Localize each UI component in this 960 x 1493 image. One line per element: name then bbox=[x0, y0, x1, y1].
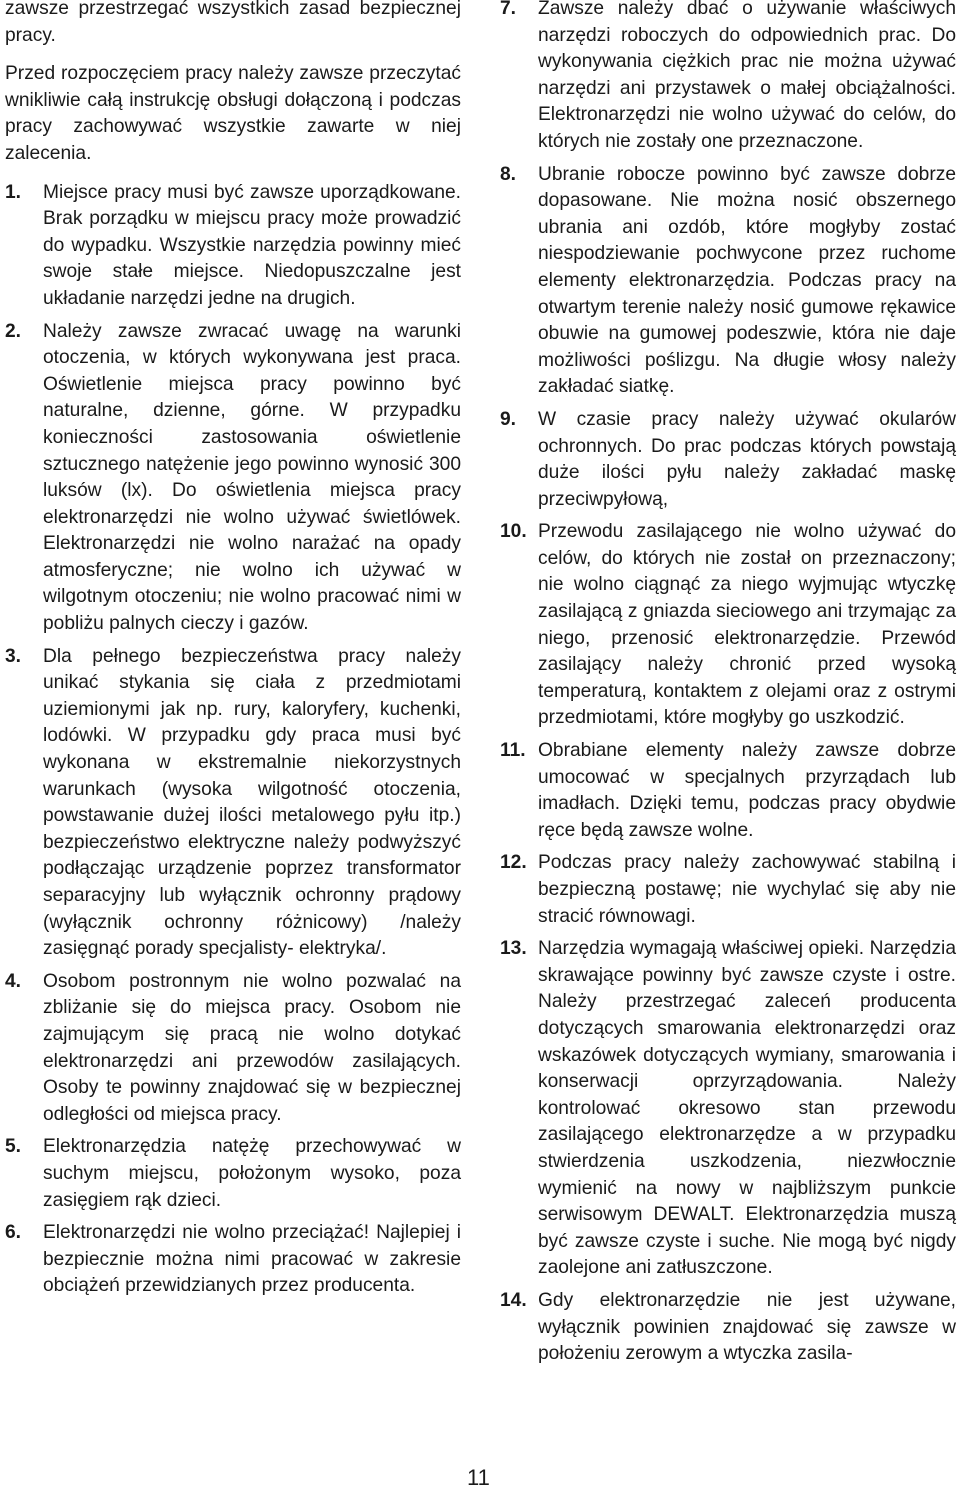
safety-rule-7 bbox=[500, 0, 956, 156]
right-column bbox=[500, 0, 956, 1374]
rule-text: Dla pełnego bezpieczeństwa pracy należy unikać stykania się ciała z przedmiotami uziemionymi jak np. rury, kaloryfery, kuchenki, lodówki. W przypadku gdy praca musi być wykonana w ekstremalnie niekorzystnych warunkach (wysoka wilgotność otoczenia, powstawanie dużej ilości metalowego pyłu itp.) bezpieczeństwo elektryczne należy podwyższyć podłączając urządzenie poprzez transformator separacyjny lub wyłącznik ochronny prądowy (wyłącznik ochronny różnicowy) /należy zasięgnąć porady specjalisty- elektryka/. bbox=[43, 645, 461, 960]
safety-rule-8 bbox=[500, 162, 956, 401]
intro-paragraph-1: zawsze przestrzegać wszystkich zasad bezpiecznej pracy. bbox=[5, 0, 461, 46]
rule-number: 5. bbox=[5, 1136, 22, 1158]
rule-number: 4. bbox=[5, 970, 22, 992]
safety-rule-14 bbox=[500, 1288, 956, 1368]
rule-text: Elektronarzędzi nie wolno przeciążać! Najlepiej i bezpiecznie można nimi pracować w zakresie obciążeń przewidzianych przez producenta. bbox=[43, 1222, 461, 1297]
rule-number: 3. bbox=[5, 645, 22, 667]
rule-text: Elektronarzędzia natężę przechowywać w suchym miejscu, położonym wysoko, poza zasięgiem rąk dzieci. bbox=[43, 1136, 461, 1211]
intro-paragraph-2: Przed rozpoczęciem pracy należy zawsze przeczytać wnikliwie całą instrukcję obsługi dołączoną i podczas pracy zachowywać wszystkie zawarte w niej zalecenia. bbox=[5, 63, 461, 164]
safety-rule-5 bbox=[5, 1134, 461, 1214]
safety-rule-6 bbox=[5, 1220, 461, 1300]
rule-number: 14. bbox=[500, 1289, 527, 1311]
safety-rule-1 bbox=[5, 180, 461, 313]
safety-rule-13 bbox=[500, 936, 956, 1282]
rule-text: Osobom postronnym nie wolno pozwalać na zbliżanie się do miejsca pracy. Osobom nie zajmującym się pracą nie wolno dotykać elektronarzędzi ani przewodów zasilających. Osoby te powinny znajdować się w bezpiecznej odległości od miejsca pracy. bbox=[43, 970, 461, 1125]
rule-number: 9. bbox=[500, 408, 517, 430]
rule-number: 13. bbox=[500, 938, 527, 960]
rule-number: 8. bbox=[500, 163, 517, 185]
safety-rule-3 bbox=[5, 644, 461, 963]
rule-text: Miejsce pracy musi być zawsze uporządkowane. Brak porządku w miejscu pracy może prowadzić do wypadku. Wszystkie narzędzia powinny mieć swoje stałe miejsce. Niedopuszczalne jest układanie narzędzi jedne na drugich. bbox=[43, 181, 461, 309]
rule-number: 6. bbox=[5, 1222, 22, 1244]
rule-number: 11. bbox=[500, 740, 526, 762]
rule-number: 1. bbox=[5, 181, 22, 203]
safety-rule-10 bbox=[500, 519, 956, 732]
safety-rule-11 bbox=[500, 738, 956, 844]
left-column bbox=[5, 0, 461, 1306]
rule-text: Przewodu zasilającego nie wolno używać do celów, do których nie został on przeznaczony; nie wolno ciągnąć za niego wyjmując wtyczkę zasilającą z gniazda sieciowego ani trzymając za niego, przenosić elektronarzędzie. Przewód zasilający należy chronić przed wysoką temperaturą, kontaktem z olejami oraz z ostrymi przedmiotami, które mogłyby go uszkodzić. bbox=[538, 521, 956, 729]
rule-text: W czasie pracy należy używać okularów ochronnych. Do prac podczas których powstają duże ilości pyłu należy zakładać maskę przeciwpyłową, bbox=[538, 408, 956, 510]
rule-text: Gdy elektronarzędzie nie jest używane, wyłącznik powinien znajdować się zawsze w położeniu zerowym a wtyczka zasila- bbox=[538, 1289, 956, 1365]
rule-text: Podczas pracy należy zachowywać stabilną i bezpieczną postawę; nie wychylać się aby nie stracić równowagi. bbox=[538, 852, 956, 927]
safety-rule-4 bbox=[5, 969, 461, 1129]
rule-text: Ubranie robocze powinno być zawsze dobrze dopasowane. Nie można nosić obszernego ubrania ani ozdób, które mogłyby zostać niespodziewanie pochwycone przez ruchome elementy elektronarzędzia. Podczas pracy na otwartym terenie należy nosić gumowe rękawice obuwie na gumowej podeszwie, która nie daje możliwości poślizgu. Na długie włosy należy zakładać siatkę. bbox=[538, 163, 956, 398]
safety-rule-9 bbox=[500, 407, 956, 513]
rule-number: 10. bbox=[500, 521, 527, 543]
rule-text: Narzędzia wymagają właściwej opieki. Narzędzia skrawające powinny być zawsze czyste i ostre. Należy przestrzegać zaleceń producenta dotyczących smarowania elektronarzędzi oraz wskazówek dotyczących wymiany, smarowania i konserwacji oprzyrządowania. Należy kontrolować okresowo stan przewodu zasilającego elektronarzędze a w przypadku stwierdzenia uszkodzenia, niezwłocznie wymienić na nowy w najbliższym punkcie serwisowym DEWALT. Elektronarzędzia muszą być zawsze czyste i suche. Nie mogą być nigdy zaolejone ani zatłuszczone. bbox=[538, 938, 956, 1279]
safety-rule-2 bbox=[5, 319, 461, 638]
rule-text: Obrabiane elementy należy zawsze dobrze umocować w specjalnych przyrządach lub imadłach. Dzięki temu, podczas pracy obydwie ręce będą zawsze wolne. bbox=[538, 740, 956, 841]
safety-rule-12 bbox=[500, 850, 956, 930]
rule-number: 2. bbox=[5, 320, 22, 342]
rule-text: Zawsze należy dbać o używanie właściwych narzędzi roboczych do odpowiednich prac. Do wykonywania ciężkich prac nie można używać narzędzi ani przystawek o małej obciążalności. Elektronarzędzi nie wolno używać do celów, do których nie zostały one przeznaczone. bbox=[538, 0, 956, 152]
rule-number: 12. bbox=[500, 852, 527, 874]
rule-number: 7. bbox=[500, 0, 517, 19]
page-number: 11 bbox=[467, 1465, 490, 1490]
rule-text: Należy zawsze zwracać uwagę na warunki otoczenia, w których wykonywana jest praca. Oświetlenie miejsca pracy powinno być naturalne, dzienne, górne. W przypadku konieczności zastosowania oświetlenie sztucznego natężenie jego powinno wynosić 300 luksów (lx). Do oświetlenia miejsca pracy elektronarzędzi nie wolno używać świetlówek. Elektronarzędzi nie wolno narażać na opady atmosferyczne; nie wolno ich używać w wilgotnym otoczeniu; nie wolno pracować nimi w pobliżu palnych cieczy i gazów. bbox=[43, 320, 461, 635]
